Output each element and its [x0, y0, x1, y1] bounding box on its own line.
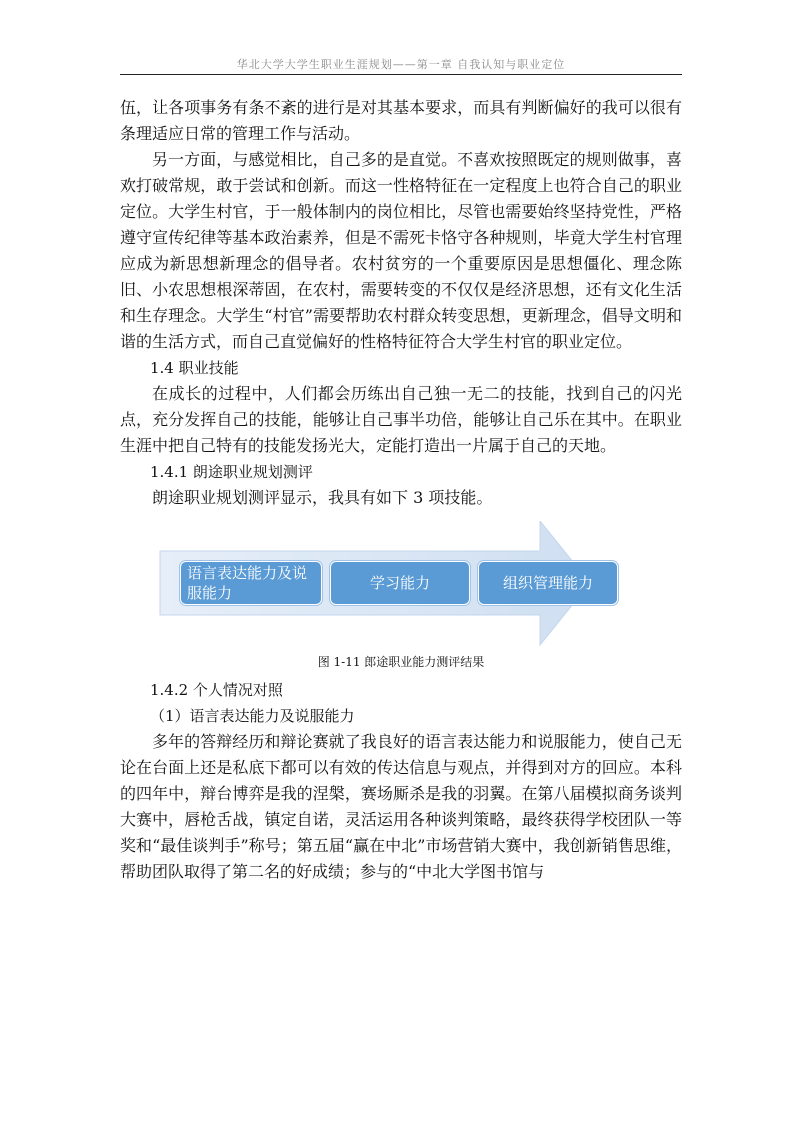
- section-heading-skills: 1.4 职业技能: [150, 359, 239, 377]
- paragraph-intuition: 另一方面，与感觉相比，自己多的是直觉。不喜欢按照既定的规则做事，喜欢打破常规，敢于尝试和创新。而这一性格特征在一定程度上也符合自己的职业定位。大学生村官，于一般体制内的岗位相比，尽管也需要始终坚持党性，严格遵守宣传纪律等基本政治素养，但是不需死卡恪守各种规则，毕竟大学生村官理应成为新思想新理念的倡导者。农村贫穷的一个重要原因是思想僵化、理念陈旧、小农思想根深蒂固，在农村，需要转变的不仅仅是经济思想，还有文化生活和生存理念。大学生“村官”需要帮助农村群众转变思想，更新理念，倡导文明和谐的生活方式，而自己直觉偏好的性格特征符合大学生村官的职业定位。: [120, 150, 682, 351]
- paragraph-continuation: 伍，让各项事务有条不紊的进行是对其基本要求，而具有判断偏好的我可以很有条理适应日常的管理工作与活动。: [120, 98, 682, 143]
- paragraph-language-skill: 多年的答辩经历和辩论赛就了我良好的语言表达能力和说服能力，使自己无论在台面上还是私底下都可以有效的传达信息与观点，并得到对方的回应。本科的四年中，辩台博弈是我的涅槃，赛场厮杀是我的羽翼。在第八届模拟商务谈判大赛中，唇枪舌战，镇定自诺，灵活运用各种谈判策略，最终获得学校团队一等奖和“最佳谈判手”称号；第五届“赢在中北”市场营销大赛中，我创新销售思维，帮助团队取得了第二名的好成绩；参与的“中北大学图书馆与: [120, 732, 682, 881]
- skill-box-management: 组织管理能力: [478, 561, 618, 605]
- subsection-heading-personal: 1.4.2 个人情况对照: [150, 681, 283, 699]
- document-body: [120, 95, 682, 885]
- header-divider: [120, 74, 682, 75]
- skill-box-language: 语言表达能力及说服能力: [180, 561, 322, 605]
- subsection-heading-assessment: 1.4.1 朗途职业规划测评: [150, 463, 313, 481]
- figure-caption: 图 1-11 郎途职业能力测评结果: [317, 655, 485, 669]
- paragraph-skills-intro: 在成长的过程中，人们都会历练出自己独一无二的技能，找到自己的闪光点，充分发挥自己的技能，能够让自己事半功倍，能够让自己乐在其中。在职业生涯中把自己特有的技能发扬光大，定能打造出一片属于自己的天地。: [120, 384, 682, 455]
- skills-diagram: [120, 521, 682, 651]
- paragraph-assessment: 朗途职业规划测评显示，我具有如下 3 项技能。: [152, 488, 493, 507]
- skill-box-learning: 学习能力: [330, 561, 470, 605]
- item-heading-language: （1）语言表达能力及说服能力: [150, 707, 355, 725]
- page-header: 华北大学大学生职业生涯规划——第一章 自我认知与职业定位: [236, 58, 566, 71]
